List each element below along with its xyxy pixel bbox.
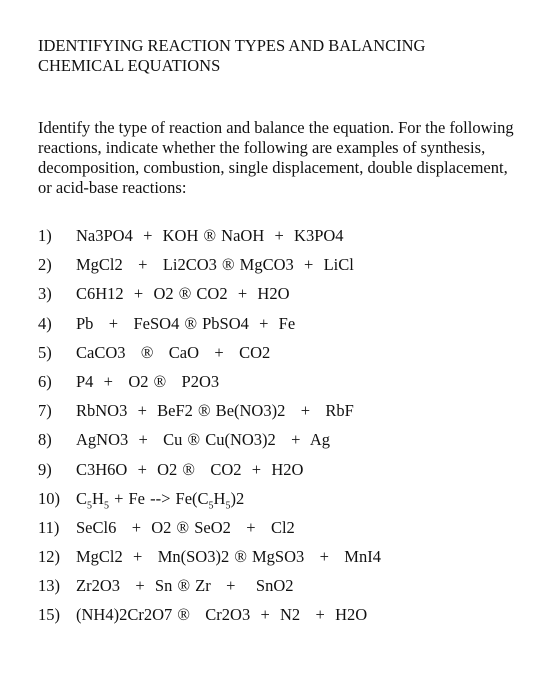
equation-row-1	[38, 226, 518, 255]
equation-text: P4 + O2 ® P2O3	[76, 371, 220, 391]
equation-row-13	[38, 576, 518, 605]
equation-row-2	[38, 255, 518, 284]
equation-row-10	[38, 489, 518, 518]
equation-text: Pb + FeSO4 ® PbSO4 + Fe	[76, 313, 296, 333]
equation-number: 13)	[38, 576, 60, 596]
eq10-sub-2: 5	[103, 499, 109, 511]
equation-text: (NH4)2Cr2O7 ® Cr2O3 + N2 + H2O	[76, 605, 368, 625]
eq10-sub-3: 5	[208, 499, 214, 511]
equation-text: MgCl2 + Mn(SO3)2 ® MgSO3 + MnI4	[76, 547, 381, 567]
equation-row-11	[38, 518, 518, 547]
equation-row-4	[38, 314, 518, 343]
equation-row-9	[38, 460, 518, 489]
equation-number: 4)	[38, 313, 52, 333]
title-line-1: IDENTIFYING REACTION TYPES AND BALANCING	[38, 36, 426, 55]
equation-row-7	[38, 401, 518, 430]
eq10-mid-2: + Fe --> Fe(C	[108, 488, 209, 508]
equation-text: Na3PO4 + KOH ® NaOH + K3PO4	[76, 226, 344, 245]
instructions-paragraph: Identify the type of reaction and balance the equation. For the following reactions, indicate whether the following are examples of synthesis, decomposition, combustion, single displacement, double displacement, or acid-base reactions:	[38, 118, 514, 197]
equation-list	[38, 226, 518, 635]
title-line-2: CHEMICAL EQUATIONS	[38, 56, 221, 75]
equation-text: C6H12 + O2 ® CO2 + H2O	[76, 284, 290, 304]
eq10-suffix: )2	[230, 488, 245, 508]
equation-row-8	[38, 430, 518, 459]
equation-text: RbNO3 + BeF2 ® Be(NO3)2 + RbF	[76, 401, 354, 421]
eq10-mid-3: H	[213, 488, 226, 508]
equation-text: SeCl6 + O2 ® SeO2 + Cl2	[76, 517, 295, 537]
equation-row-5	[38, 343, 518, 372]
eq10-mid-1: H	[92, 488, 104, 508]
equation-number: 9)	[38, 459, 52, 479]
equation-text: C3H6O + O2 ® CO2 + H2O	[76, 459, 304, 479]
equation-number: 12)	[38, 547, 60, 567]
eq10-prefix: C	[76, 488, 88, 508]
equation-row-6	[38, 372, 518, 401]
equation-text: AgNO3 + Cu ® Cu(NO3)2 + Ag	[76, 430, 330, 450]
equation-number: 6)	[38, 371, 52, 391]
eq10-sub-4: 5	[225, 499, 231, 511]
equation-number: 11)	[38, 517, 60, 537]
equation-text	[76, 489, 244, 509]
equation-text: Zr2O3 + Sn ® Zr + SnO2	[76, 576, 294, 596]
equation-text: CaCO3 ® CaO + CO2	[76, 342, 271, 362]
equation-number: 8)	[38, 430, 52, 450]
equation-number: 10)	[38, 488, 60, 508]
equation-row-15	[38, 605, 518, 634]
equation-number: 1)	[38, 226, 52, 245]
equation-number: 7)	[38, 401, 52, 421]
equation-row-3	[38, 284, 518, 313]
equation-number: 15)	[38, 605, 60, 625]
eq10-sub-1: 5	[87, 499, 93, 511]
equation-text: MgCl2 + Li2CO3 ® MgCO3 + LiCl	[76, 255, 354, 275]
equation-number: 2)	[38, 255, 52, 275]
equation-number: 5)	[38, 342, 52, 362]
equation-row-12	[38, 547, 518, 576]
equation-number: 3)	[38, 284, 52, 304]
worksheet-title	[38, 36, 508, 76]
